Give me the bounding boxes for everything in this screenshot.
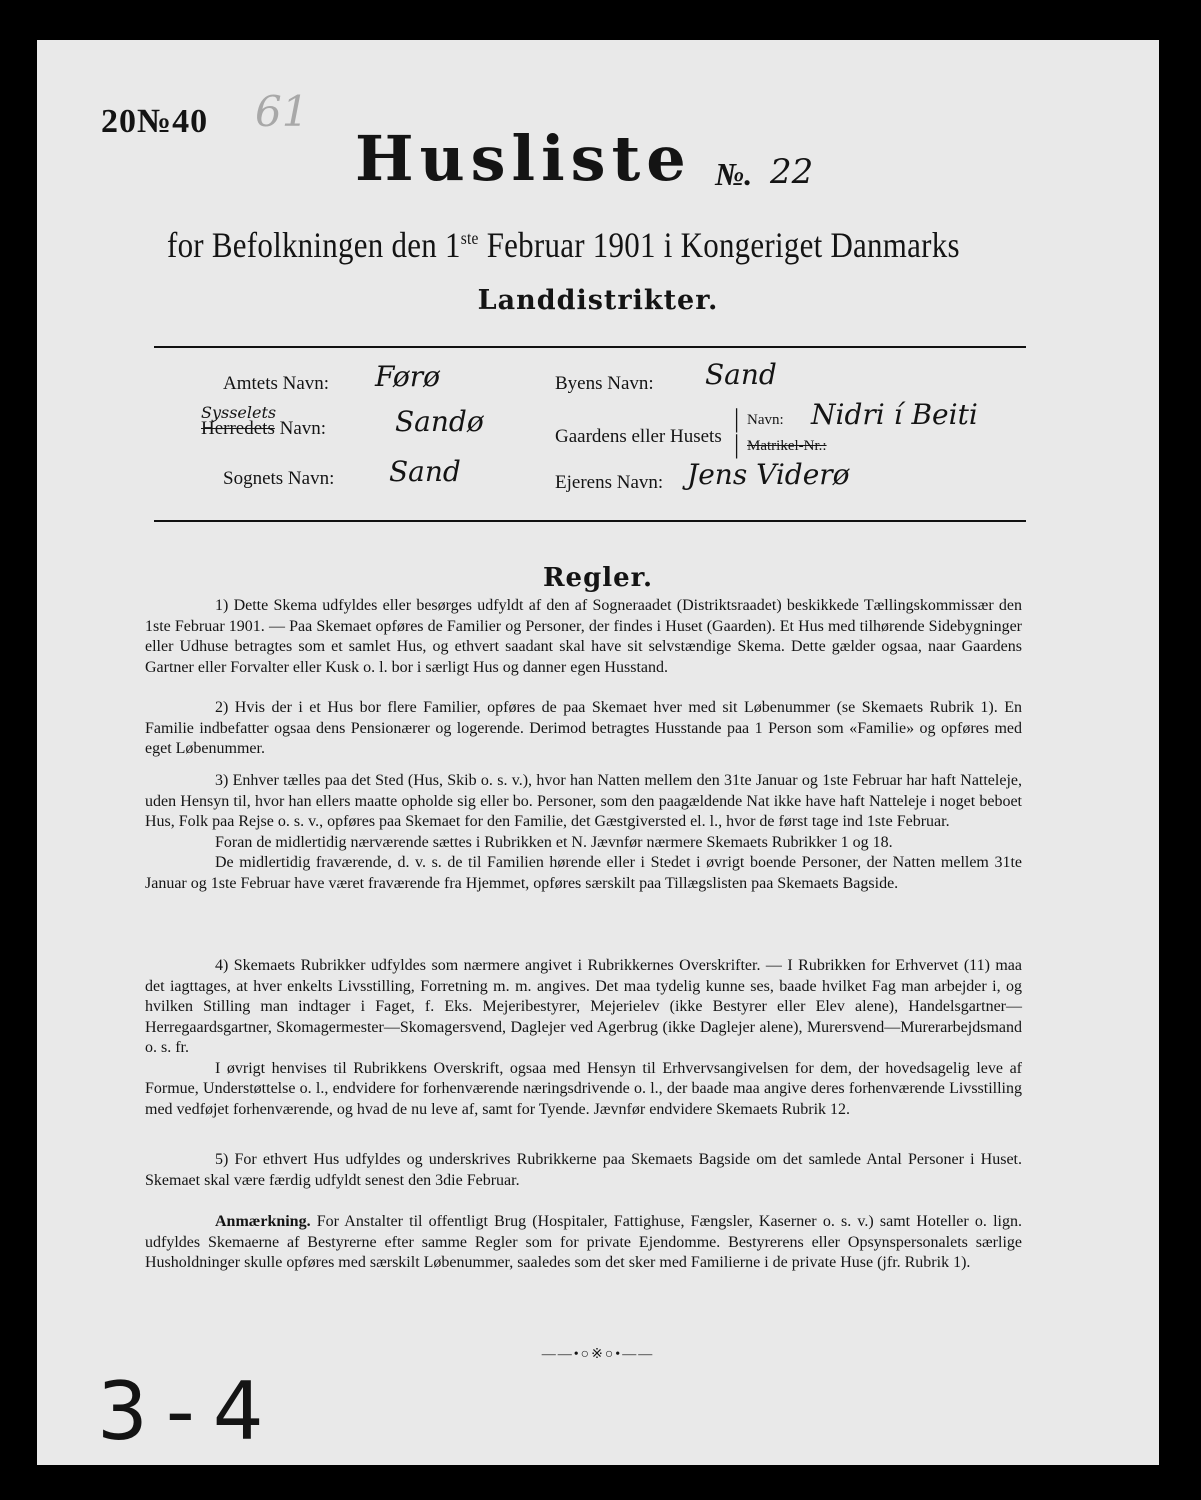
title-number-label: №. bbox=[715, 156, 753, 192]
herred-value: Sandø bbox=[395, 405, 484, 438]
rule-4 bbox=[145, 956, 1022, 1120]
gaard-brace: | bbox=[734, 404, 740, 433]
by-label: Byens Navn: bbox=[555, 373, 654, 394]
subtitle-sup: ste bbox=[460, 228, 479, 248]
by-value: Sand bbox=[705, 358, 777, 391]
district-heading: Landdistrikter. bbox=[477, 285, 719, 316]
rule-1 bbox=[145, 596, 1022, 678]
subtitle-end: Februar 1901 i Kongeriget Danmarks bbox=[478, 225, 960, 265]
mid-rule bbox=[154, 520, 1026, 522]
gaard-brace-2: | bbox=[734, 430, 740, 459]
note-paragraph bbox=[145, 1212, 1022, 1274]
ejer-value: Jens Viderø bbox=[687, 458, 850, 491]
rule-4-text-a: 4) Skemaets Rubrikker udfyldes som nærmere angivet i Rubrikkernes Overskrifter. — I Rubrikken for Erhvervet (11) maa det iagttages, at hver enkelts Livsstilling, Forretning m. m. angives. Det maa tydelig kunne ses, baade hvilket Fag man arbejder i, og hvilken Stilling man indtager i Faget, f. Eks. Mejeribestyrer, Mejerielev (ikke Bestyrer eller Elev alene), Handelsgartner—Herregaardsgartner, Skomagermester—Skomagersvend, Daglejer ved Agerbrug (ikke Daglejer alene), Murersvend—Murerarbejdsmand o. s. fr. bbox=[145, 957, 1022, 1056]
subtitle-start: for Befolkningen den 1 bbox=[167, 225, 461, 265]
rules-heading: Regler. bbox=[542, 563, 654, 593]
amt-label: Amtets Navn: bbox=[223, 373, 330, 394]
herred-label bbox=[201, 418, 326, 440]
matrikel-label: Matrikel-Nr.: bbox=[747, 438, 827, 454]
herred-label-rest: Navn: bbox=[274, 418, 327, 439]
note bbox=[145, 1212, 1022, 1274]
note-text: For Anstalter til offentligt Brug (Hospitaler, Fattighuse, Fængsler, Kaserner o. s. v.) samt Hoteller o. lign. udfyldes Skemaerne af Bestyrerne efter samme Regler som for private Ejendomme. Bestyrerens eller Opsynspersonalets særlige Husholdninger skulle opføres med særskilt Løbenummer, saaledes som det sker med Familierne i de private Huse (jfr. Rubrik 1). bbox=[145, 1213, 1022, 1271]
subtitle bbox=[167, 224, 960, 266]
corner-id: 20№40 bbox=[101, 103, 209, 140]
herred-overwrite: Sysselets bbox=[201, 403, 277, 422]
pencil-mark: 61 bbox=[255, 87, 309, 136]
rule-2 bbox=[145, 698, 1022, 760]
ornament-divider: ——•○※○•—— bbox=[541, 1347, 655, 1362]
rule-5 bbox=[145, 1150, 1022, 1191]
title-number-value: 22 bbox=[770, 152, 814, 192]
rule-5-text: 5) For ethvert Hus udfyldes og underskrives Rubrikkerne paa Skemaets Bagside om det samlede Antal Personer i Huset. Skemaet skal være færdig udfyldt senest den 3die Februar. bbox=[145, 1151, 1022, 1189]
rule-2-text: 2) Hvis der i et Hus bor flere Familier, opføres de paa Skemaet hver med sit Løbenummer (se Skemaets Rubrik 1). En Familie indbefatter ogsaa dens Pensionærer og logerende. Derimod betragtes Husstande paa 1 Person som «Familie» og opføres med eget Løbenummer. bbox=[145, 699, 1022, 757]
sogn-value: Sand bbox=[389, 455, 461, 488]
pencil-note: 3-4 bbox=[97, 1365, 282, 1458]
rule-3-text-a: 3) Enhver tælles paa det Sted (Hus, Skib o. s. v.), hvor han Natten mellem den 31te Januar og 1ste Februar har haft Natteleje, uden Hensyn til, hvor han ellers maatte opholde sig eller bo. Personer, som den paagældende Nat ikke have haft Natteleje i noget beboet Hus, Folk paa Rejse o. s. v., opføres paa Skemaet for den Familie, det Gæstgiversted el. l., hvor de først tage ind 1ste Februar. bbox=[145, 772, 1022, 830]
ejer-label: Ejerens Navn: bbox=[555, 472, 664, 493]
rule-1-text: 1) Dette Skema udfyldes eller besørges udfyldt af den af Sogneraadet (Distriktsraadet) beskikkede Tællingskommissær den 1ste Februar 1901. — Paa Skemaet opføres de Familier og Personer, der findes i Huset (Gaarden). Et Hus med tilhørende Sidebygninger eller Udhuse betragtes som et samlet Hus, og ethvert saadant skal have sit selvstændige Skema. Dette gælder ogsaa, naar Gaardens Gartner eller Forvalter eller Kusk o. l. bor i særligt Hus og danner egen Husstand. bbox=[145, 597, 1022, 676]
herred-label-struck: Herredets bbox=[201, 418, 275, 439]
gaard-navn-value: Nidri í Beiti bbox=[811, 398, 978, 431]
document-page bbox=[37, 40, 1159, 1465]
gaard-navn-label: Navn: bbox=[747, 412, 784, 428]
amt-value: Førø bbox=[375, 360, 440, 393]
rule-3-text-b: Foran de midlertidig nærværende sættes i Rubrikken et N. Jævnfør nærmere Skemaets Rubrikker 1 og 18. bbox=[215, 833, 893, 851]
page-title: Husliste bbox=[355, 122, 692, 195]
gaard-label: Gaardens eller Husets bbox=[555, 426, 722, 447]
top-rule bbox=[154, 346, 1026, 348]
sogn-label: Sognets Navn: bbox=[223, 468, 335, 489]
rule-3-text-c: De midlertidig fraværende, d. v. s. de til Familien hørende eller i Stedet i øvrigt boende Personer, der Natten mellem 31te Januar og 1ste Februar have været fraværende fra Hjemmet, opføres særskilt paa Tillægslisten paa Skemaets Bagside. bbox=[145, 854, 1022, 892]
rule-3 bbox=[145, 771, 1022, 894]
rule-4-text-b: I øvrigt henvises til Rubrikkens Overskrift, ogsaa med Hensyn til Erhvervsangivelsen for dem, der hovedsagelig leve af Formue, Understøttelse o. l., endvidere for forhenværende næringsdrivende o. l., der baade maa angive deres forhenværende Livsstilling med vedføjet forhenværende, og hvad de nu leve af, samt for Tyende. Jævnfør endvidere Skemaets Rubrik 12. bbox=[145, 1059, 1022, 1118]
note-label: Anmærkning. bbox=[215, 1213, 311, 1230]
